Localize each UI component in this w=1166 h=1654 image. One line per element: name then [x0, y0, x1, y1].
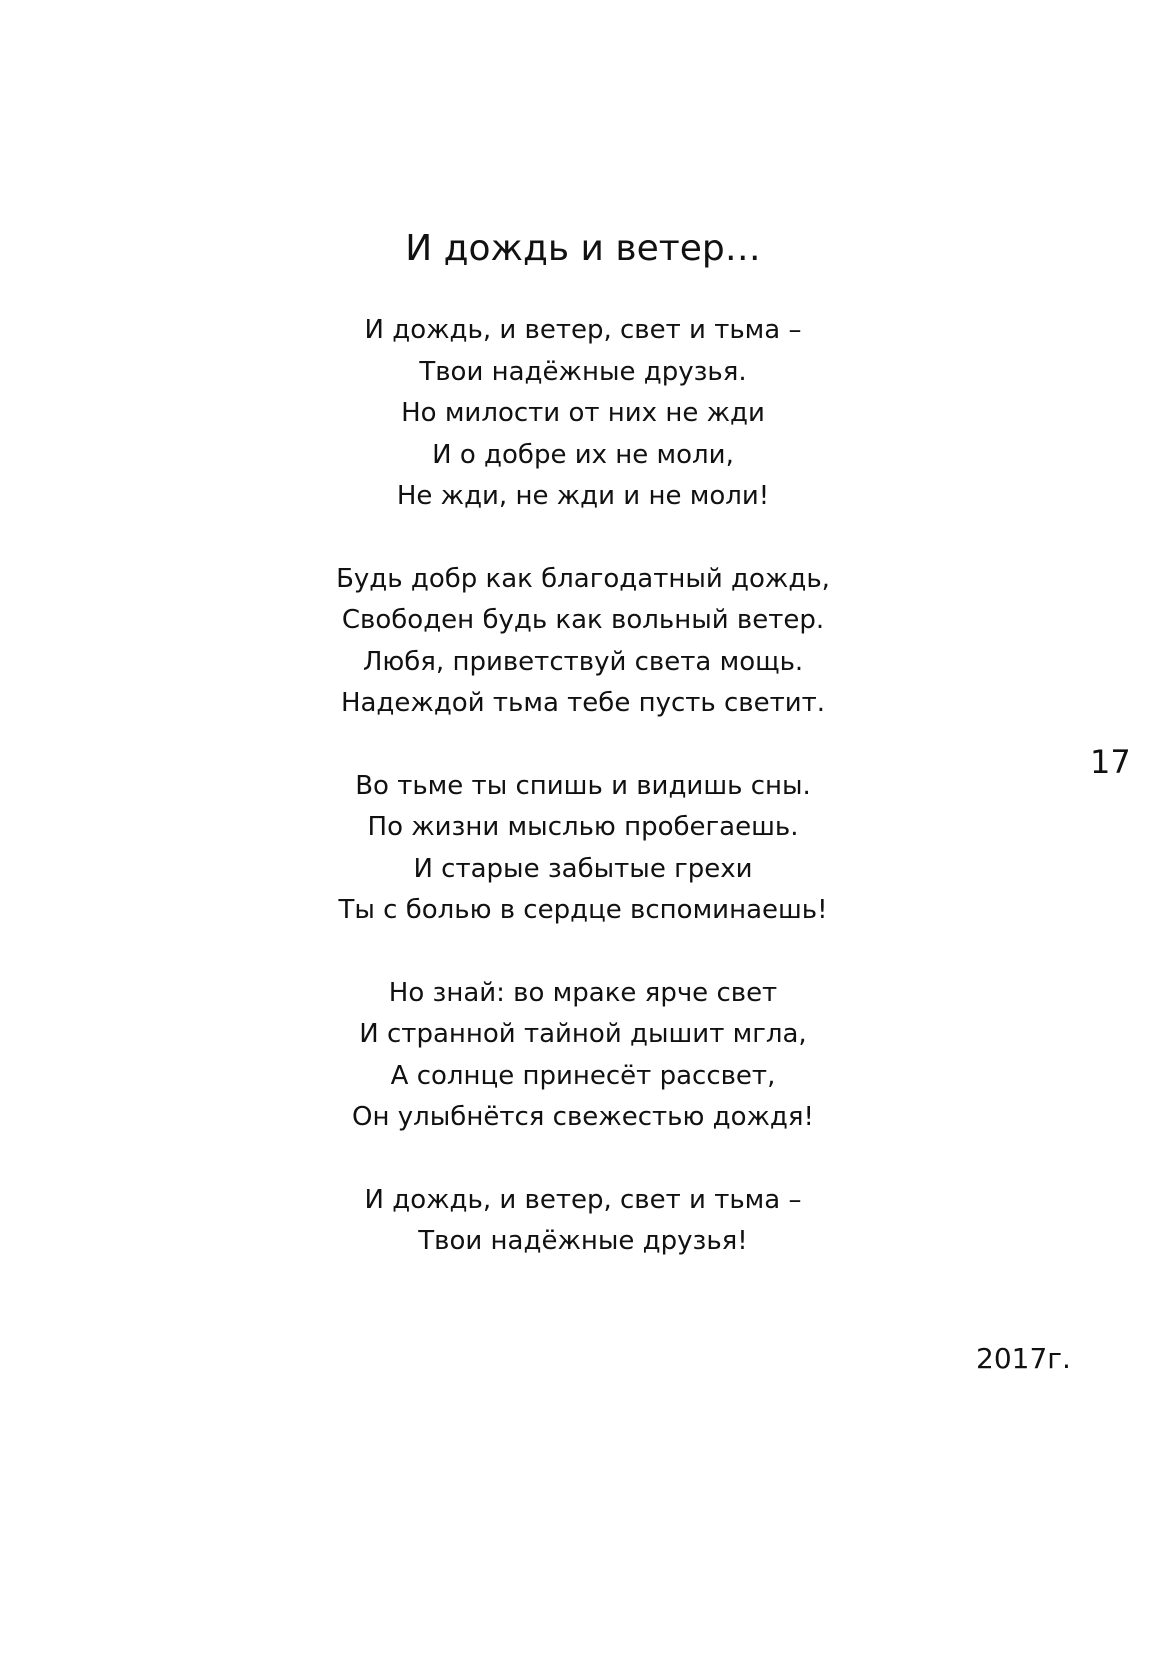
poem-line: Он улыбнётся свежестью дождя! — [352, 1102, 814, 1132]
poem-title: И дождь и ветер… — [405, 228, 761, 269]
stanza-4 — [0, 973, 1166, 1139]
poem-line: И странной тайной дышит мгла, — [359, 1019, 807, 1049]
poem-line: Любя, приветствуй света мощь. — [362, 646, 804, 677]
stanza-5 — [0, 1180, 1166, 1263]
stanza-2 — [0, 559, 1166, 725]
poem-line: Будь добр как благодатный дождь, — [336, 563, 830, 594]
poem-line: Надеждой тьма тебе пусть светит. — [340, 688, 826, 718]
poem-line: Ты с болью в сердце вспоминаешь! — [338, 895, 828, 925]
poem-line: Твои надёжные друзья. — [419, 356, 747, 387]
poem-line: И о добре их не моли, — [432, 439, 734, 470]
poem — [0, 225, 1166, 1304]
poem-line: Но знай: во мраке ярче свет — [388, 977, 778, 1008]
poem-year: 2017г. — [976, 1342, 1071, 1375]
poem-line: Не жди, не жди и не моли! — [396, 481, 770, 511]
stanza-1 — [0, 310, 1166, 518]
poem-line: А солнце принесёт рассвет, — [390, 1060, 776, 1091]
poem-line: И дождь, и ветер, свет и тьма – — [364, 1184, 802, 1215]
stanza-3 — [0, 766, 1166, 932]
poem-line: И старые забытые грехи — [413, 853, 753, 884]
poem-line: По жизни мыслью пробегаешь. — [367, 812, 799, 842]
page-number: 17 — [1090, 743, 1131, 781]
poem-line: Твои надёжные друзья! — [418, 1226, 748, 1256]
poem-line: Но милости от них не жди — [401, 398, 765, 428]
poem-line: Свободен будь как вольный ветер. — [341, 605, 825, 635]
poem-line: И дождь, и ветер, свет и тьма – — [364, 315, 802, 345]
poem-line: Во тьме ты спишь и видишь сны. — [355, 770, 811, 801]
